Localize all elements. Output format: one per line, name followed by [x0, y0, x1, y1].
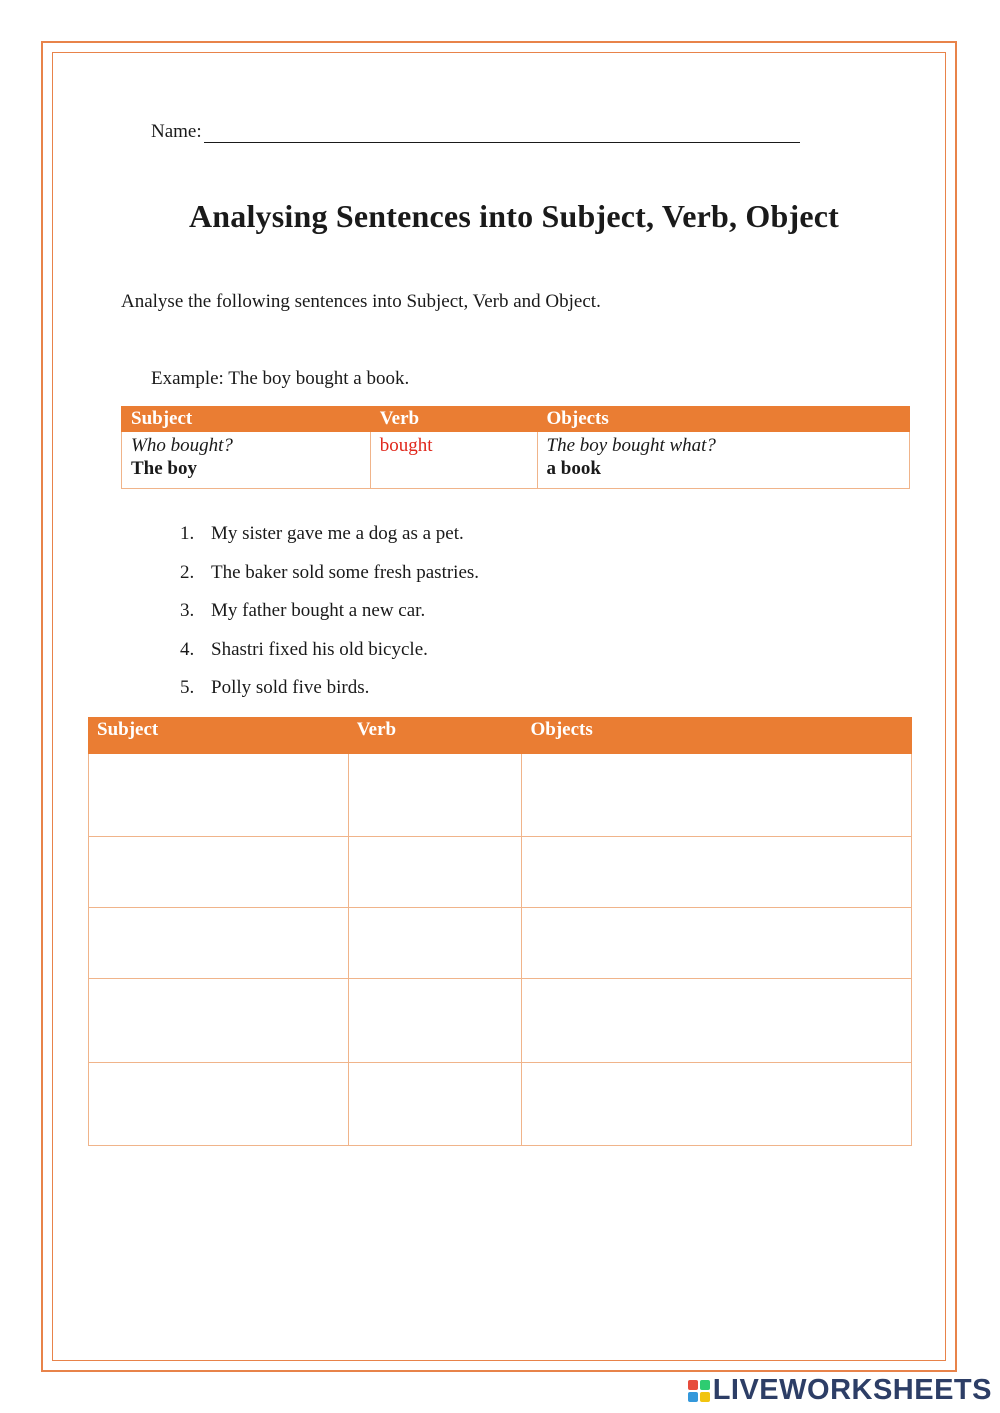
name-field [151, 121, 800, 143]
answer-object-cell-4[interactable] [522, 979, 912, 1063]
list-item [180, 677, 479, 716]
sentence-text: The baker sold some fresh pastries. [211, 561, 480, 583]
example-object-question: The boy bought what? [546, 435, 716, 456]
list-item [180, 639, 479, 678]
answer-header-subject: Subject [89, 718, 349, 754]
page-title: Analysing Sentences into Subject, Verb, Object [188, 198, 840, 234]
answer-subject-cell-3[interactable] [89, 908, 349, 979]
answer-verb-cell-2[interactable] [348, 837, 522, 908]
liveworksheets-logo-text: LIVEWORKSHEETS [712, 1374, 992, 1406]
sentence-text: Polly sold five birds. [211, 677, 370, 698]
answer-table-header [89, 718, 912, 754]
example-subject-question: Who bought? [131, 435, 233, 456]
example-header-subject: Subject [122, 407, 371, 432]
example-subject-cell [122, 432, 371, 489]
liveworksheets-logo-icon [688, 1380, 710, 1402]
sentence-text: My father bought a new car. [211, 600, 426, 621]
sentence-list [180, 523, 479, 716]
answer-verb-cell-5[interactable] [348, 1063, 522, 1146]
instruction-text: Analyse the following sentences into Subject, Verb and Object. [121, 291, 601, 312]
sentence-number: 3. [180, 600, 195, 621]
answer-verb-cell-4[interactable] [348, 979, 522, 1063]
example-verb-cell [370, 432, 537, 489]
name-blank-line[interactable] [204, 122, 800, 143]
example-header-objects: Objects [537, 407, 909, 432]
list-item [180, 523, 479, 562]
sentence-text: My sister gave me a dog as a pet. [211, 523, 464, 544]
table-row [89, 908, 912, 979]
answer-object-cell-5[interactable] [522, 1063, 912, 1146]
sentence-number: 4. [180, 638, 195, 660]
answer-table [88, 717, 912, 1146]
table-row [89, 754, 912, 837]
answer-subject-cell-2[interactable] [89, 837, 349, 908]
answer-subject-cell-1[interactable] [89, 754, 349, 837]
name-label: Name: [151, 121, 202, 142]
example-table-header [122, 407, 910, 432]
answer-object-cell-2[interactable] [522, 837, 912, 908]
example-subject-answer: The boy [131, 458, 197, 479]
list-item [180, 562, 479, 601]
table-row [89, 1063, 912, 1146]
example-label: Example: The boy bought a book. [151, 368, 410, 389]
liveworksheets-logo [688, 1374, 992, 1407]
sentence-number: 1. [180, 523, 195, 544]
table-row [89, 837, 912, 908]
answer-object-cell-3[interactable] [522, 908, 912, 979]
example-object-cell [537, 432, 909, 489]
table-row [89, 979, 912, 1063]
sentence-number: 2. [180, 561, 195, 583]
answer-subject-cell-4[interactable] [89, 979, 349, 1063]
example-table-row [122, 432, 910, 489]
answer-verb-cell-3[interactable] [348, 908, 522, 979]
list-item [180, 600, 479, 639]
sentence-number: 5. [180, 677, 195, 698]
answer-verb-cell-1[interactable] [348, 754, 522, 837]
example-verb: bought [379, 435, 433, 456]
example-object-answer: a book [546, 458, 601, 479]
sentence-text: Shastri fixed his old bicycle. [211, 638, 428, 660]
example-table [121, 406, 910, 489]
example-header-verb: Verb [370, 407, 537, 432]
answer-object-cell-1[interactable] [522, 754, 912, 837]
answer-header-objects: Objects [522, 718, 912, 754]
answer-header-verb: Verb [348, 718, 522, 754]
answer-subject-cell-5[interactable] [89, 1063, 349, 1146]
